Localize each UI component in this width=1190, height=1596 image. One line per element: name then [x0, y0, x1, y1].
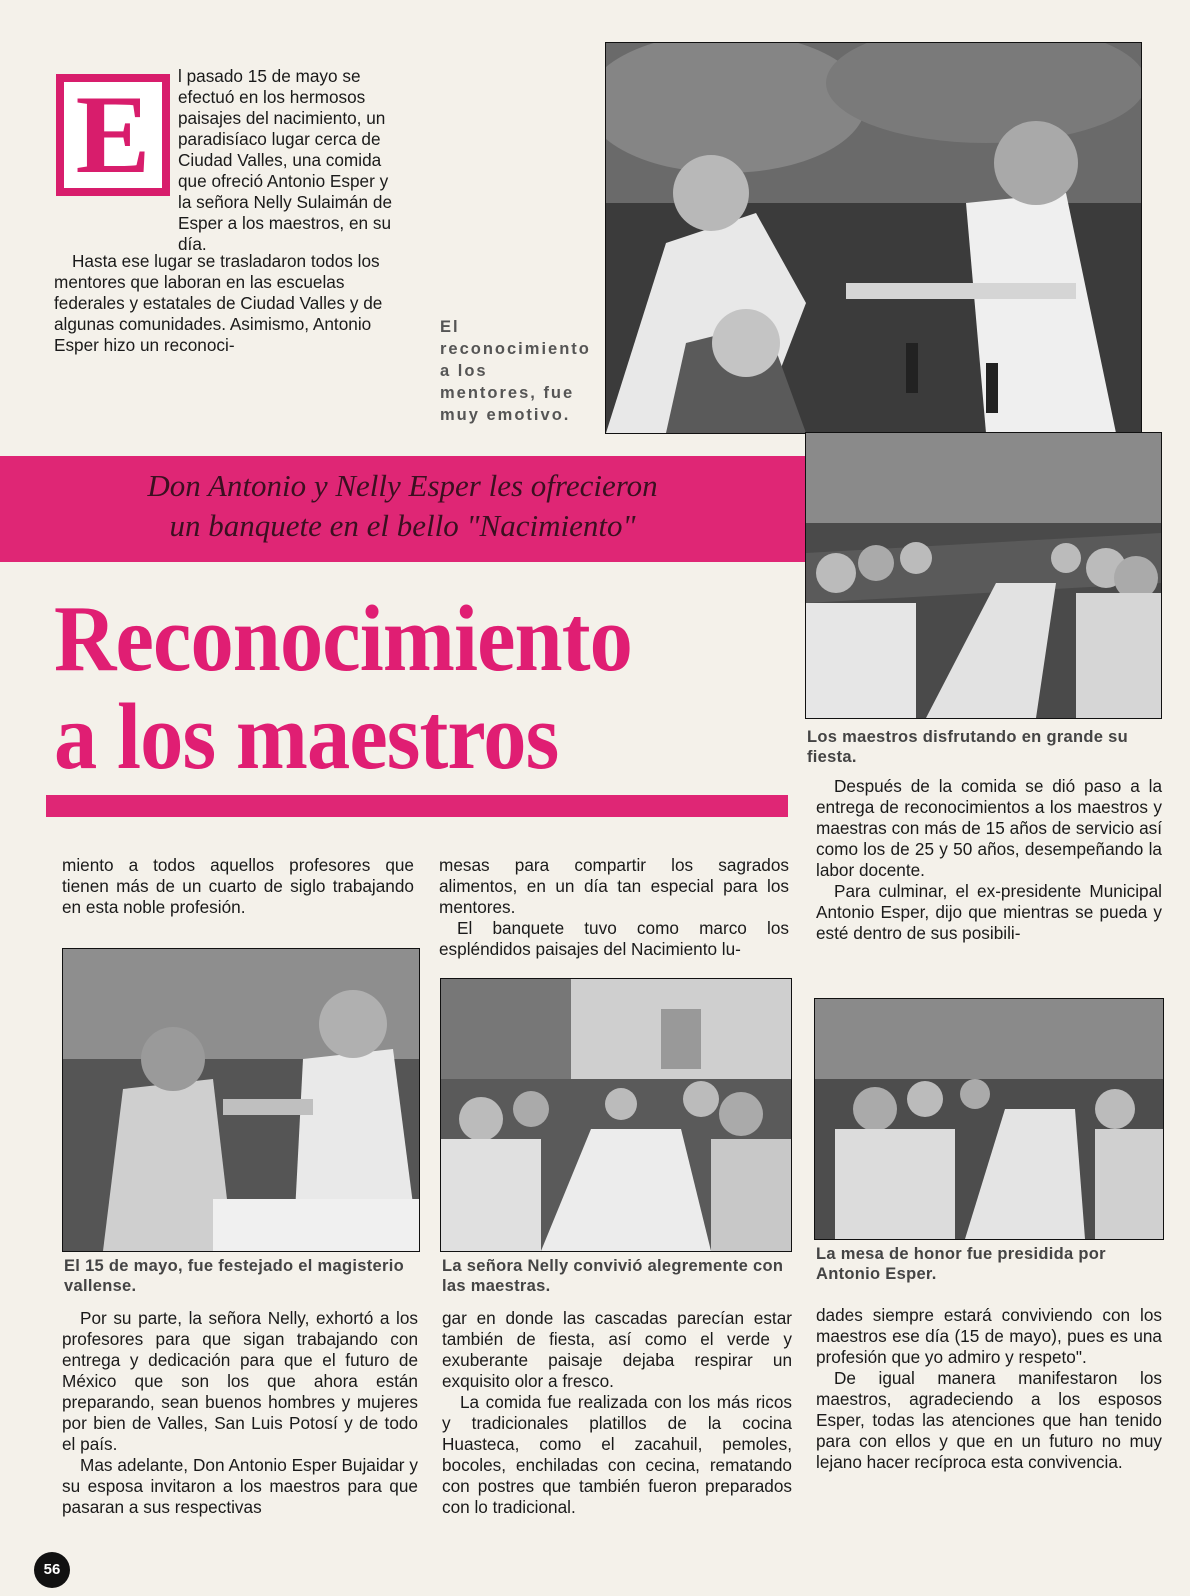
caption-middle-photo: La señora Nelly convivió alegremente con las maestras.	[442, 1257, 784, 1295]
caption-left-photo: El 15 de mayo, fue festejado el magisterio vallense.	[64, 1257, 404, 1295]
drop-cap: E	[56, 74, 170, 196]
caption-bottom-right-photo: La mesa de honor fue presidida por Antonio Esper.	[816, 1245, 1106, 1283]
col2-top-text: mesas para compartir los sagrados alimentos, en un día tan especial para los mentores. El banquete tuvo como marco los espléndidos paisajes del Nacimiento lu-	[439, 855, 789, 959]
photo-handshake-magisterio	[62, 948, 420, 1252]
col3-bottom-text: dades siempre estará conviviendo con los maestros ese día (15 de mayo), pues es una profesión que yo admiro y respeto". De igual manera manifestaron los maestros, agradeciendo a los esposos Esper, todas las atenciones que han tenido para con ellos y que en un futuro no muy lejano hacer recíproca esta convivencia.	[816, 1305, 1162, 1472]
caption-top-photo: El reconocimiento a los mentores, fue muy emotivo.	[440, 318, 591, 424]
col1-bottom-text: Por su parte, la señora Nelly, exhortó a los profesores para que sigan trabajando con entrega y dedicación para que el futuro de México que son los que ahora están preparando, sean buenos hombres y mujeres por bien de Valles, San Luis Potosí y de todo el país. Mas adelante, Don Antonio Esper Bujaidar y su esposa invitaron a los maestros para que pasaran a sus respectivas	[62, 1308, 418, 1517]
headline-rule	[46, 795, 788, 817]
caption-right-photo: Los maestros disfrutando en grande su fiesta.	[807, 728, 1128, 766]
intro-paragraph-a: l pasado 15 de mayo se efectuó en los hermosos paisajes del nacimiento, un paradisíaco lugar cerca de Ciudad Valles, una comida que ofreció Antonio Esper y la señora Nelly Sulaimán de Esper a los maestros, en su día.	[178, 66, 393, 254]
col1-top-text: miento a todos aquellos profesores que tienen más de un cuarto de siglo trabajando en esta noble profesión.	[62, 855, 414, 917]
photo-head-table	[814, 998, 1164, 1240]
subtitle-text: Don Antonio y Nelly Esper les ofrecieron un banquete en el bello "Nacimiento"	[147, 468, 658, 543]
col2-bottom-text: gar en donde las cascadas parecían estar también de fiesta, así como el verde y exuberante paisaje dejaba respirar un exquisito olor a fresco. La comida fue realizada con los más ricos y tradicionales platillos de la cocina Huasteca, como el zacahuil, pemoles, bocoles, enchiladas con cecina, rematando con postres que también fueron preparados con lo tradicional.	[442, 1308, 792, 1517]
page-number: 56	[34, 1552, 70, 1588]
photo-nelly-teachers	[440, 978, 792, 1252]
col3-top-text: Después de la comida se dió paso a la entrega de reconocimientos a los maestros y maestras con más de 15 años de servicio así como los de 25 y 50 años, desempeñando la labor docente. Para culminar, el ex-presidente Municipal Antonio Esper, dijo que mientras se pueda y esté dentro de sus posibili-	[816, 776, 1162, 943]
headline: Reconocimiento a los maestros	[54, 587, 632, 789]
photo-award-handshake	[605, 42, 1142, 434]
photo-teachers-table	[805, 432, 1162, 719]
intro-paragraph-b: Hasta ese lugar se trasladaron todos los mentores que laboran en las escuelas federales y estatales de Ciudad Valles y de algunas comunidades. Asimismo, Antonio Esper hizo un reconoci-	[54, 251, 383, 355]
